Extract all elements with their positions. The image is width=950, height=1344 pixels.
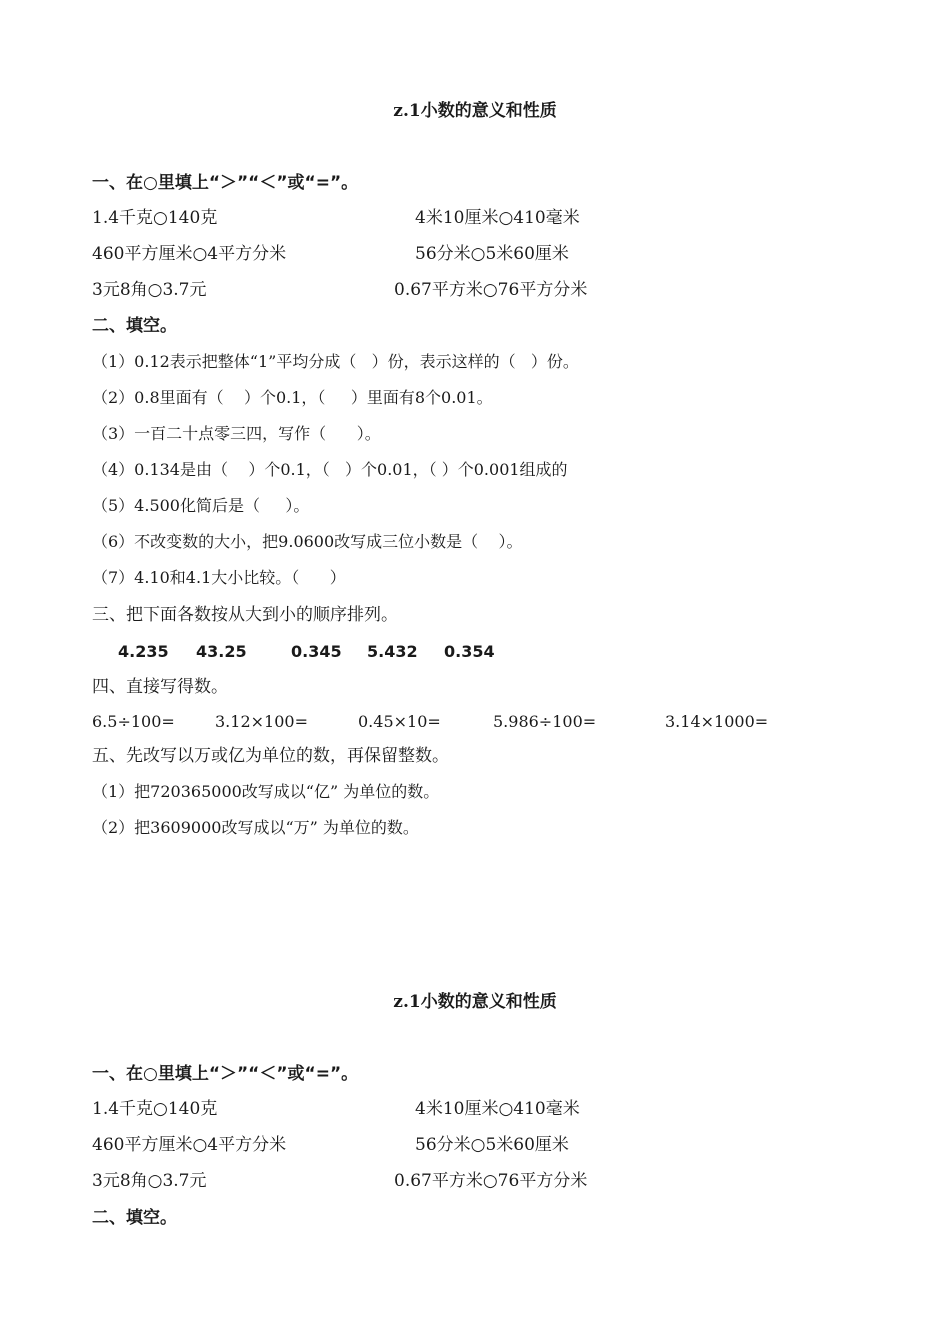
compare-right-2: 56分米○5米60厘米 <box>415 244 569 264</box>
compare-left-1-b: 1.4千克○140克 <box>92 1099 218 1119</box>
section2-heading: 二、填空。 <box>92 316 177 336</box>
section4-heading: 四、直接写得数。 <box>92 677 228 697</box>
compare-right-2-b: 56分米○5米60厘米 <box>415 1135 569 1155</box>
number-2: 43.25 <box>196 642 247 661</box>
number-5: 0.354 <box>444 642 495 661</box>
calc-problem-3: 0.45×10= <box>358 712 441 731</box>
fill-item-7: （7）4.10和4.1大小比较。（ ） <box>92 568 346 587</box>
section5-heading: 五、先改写以万或亿为单位的数，再保留整数。 <box>92 746 449 766</box>
fill-item-3: （3）一百二十点零三四，写作（ ）。 <box>92 424 381 443</box>
number-1: 4.235 <box>118 642 169 661</box>
number-4: 5.432 <box>367 642 418 661</box>
compare-left-3-b: 3元8角○3.7元 <box>92 1171 207 1191</box>
compare-right-1: 4米10厘米○410毫米 <box>415 208 580 228</box>
compare-left-1: 1.4千克○140克 <box>92 208 218 228</box>
compare-left-2: 460平方厘米○4平方分米 <box>92 244 287 264</box>
section3-heading: 三、把下面各数按从大到小的顺序排列。 <box>92 605 398 625</box>
worksheet-title-2: z.1小数的意义和性质 <box>393 992 557 1012</box>
section1-heading-2: 一、在○里填上“＞”“＜”或“=”。 <box>92 1064 359 1084</box>
fill-item-4: （4）0.134是由（ ）个0.1，（ ）个0.01，（ ）个0.001组成的 <box>92 460 568 479</box>
compare-right-1-b: 4米10厘米○410毫米 <box>415 1099 580 1119</box>
calc-problem-1: 6.5÷100= <box>92 712 175 731</box>
compare-right-3: 0.67平方米○76平方分米 <box>394 280 588 300</box>
section2-heading-2: 二、填空。 <box>92 1208 177 1228</box>
number-3: 0.345 <box>291 642 342 661</box>
rewrite-item-1: （1）把720365000改写成以“亿” 为单位的数。 <box>92 782 440 801</box>
compare-right-3-b: 0.67平方米○76平方分米 <box>394 1171 588 1191</box>
fill-item-1: （1）0.12表示把整体“1”平均分成（ ）份，表示这样的（ ）份。 <box>92 352 579 371</box>
compare-left-2-b: 460平方厘米○4平方分米 <box>92 1135 287 1155</box>
rewrite-item-2: （2）把3609000改写成以“万” 为单位的数。 <box>92 818 419 837</box>
calc-problem-5: 3.14×1000= <box>665 712 769 731</box>
section1-heading: 一、在○里填上“＞”“＜”或“=”。 <box>92 173 359 193</box>
compare-left-3: 3元8角○3.7元 <box>92 280 207 300</box>
calc-problem-2: 3.12×100= <box>215 712 308 731</box>
fill-item-6: （6）不改变数的大小，把9.0600改写成三位小数是（ ）。 <box>92 532 523 551</box>
calc-problem-4: 5.986÷100= <box>493 712 597 731</box>
fill-item-5: （5）4.500化简后是（ ）。 <box>92 496 310 515</box>
fill-item-2: （2）0.8里面有（ ）个0.1，（ ）里面有8个0.01。 <box>92 388 493 407</box>
worksheet-title: z.1小数的意义和性质 <box>393 101 557 121</box>
